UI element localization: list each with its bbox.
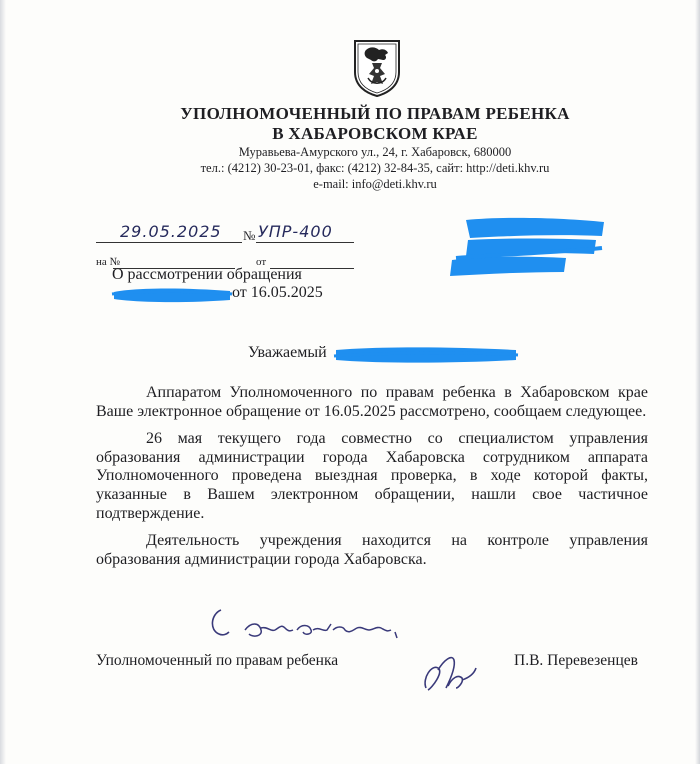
scan-edge-left: [0, 0, 6, 764]
redaction-mark: [332, 344, 520, 366]
reference-date-label: от: [256, 256, 267, 268]
letter-body: [96, 384, 648, 578]
body-paragraph-1: Аппаратом Уполномоченного по правам ребенка в Хабаровском крае Ваше электронное обращение от 16.05.2025 рассмотрено, сообщаем следующее.: [96, 384, 648, 420]
registration-number: УПР-400: [258, 222, 333, 241]
org-address: Муравьева-Амурского ул., 24, г. Хабаровск, 680000: [238, 145, 512, 159]
subject-line2: от 16.05.2025: [232, 284, 323, 301]
scan-edge-right: [695, 0, 700, 764]
date-underline: [96, 242, 242, 243]
number-underline: [256, 242, 354, 243]
org-title-line2: В ХАБАРОВСКОМ КРАЕ: [272, 124, 478, 143]
letterhead: [120, 104, 630, 192]
org-email: e-mail: info@deti.khv.ru: [313, 177, 437, 191]
org-contacts: тел.: (4212) 30-23-01, факс: (4212) 32-84-35, сайт: http://deti.khv.ru: [200, 161, 550, 175]
redaction-mark: [110, 284, 234, 306]
registration-date: 29.05.2025: [120, 222, 222, 241]
signatory-name: П.В. Перевезенцев: [514, 652, 638, 669]
body-paragraph-2: 26 мая текущего года совместно со специалистом управления образования администрации города Хабаровска сотрудником аппарата Уполномоченного проведена выездная проверка, в ходе которой факты, указанные в Вашем электронном обращении, нашли свое частичное подтверждение.: [96, 430, 648, 522]
coat-of-arms-icon: [352, 38, 402, 98]
redaction-mark: [446, 214, 610, 278]
signature-mark: [418, 648, 480, 696]
subject-line1: О рассмотрении обращения: [112, 266, 302, 283]
signatory-position: Уполномоченный по правам ребенка: [96, 652, 339, 669]
org-title-line1: УПОЛНОМОЧЕННЫЙ ПО ПРАВАМ РЕБЕНКА: [180, 104, 570, 123]
reference-number-label: на №: [96, 256, 121, 268]
greeting: Уважаемый: [248, 344, 327, 361]
registration-number-label: №: [243, 228, 256, 243]
handwritten-closing: [205, 600, 415, 648]
handwritten-closing-drawing: [205, 600, 415, 648]
body-paragraph-3: Деятельность учреждения находится на контроле управления образования администрации города Хабаровска.: [96, 532, 648, 568]
